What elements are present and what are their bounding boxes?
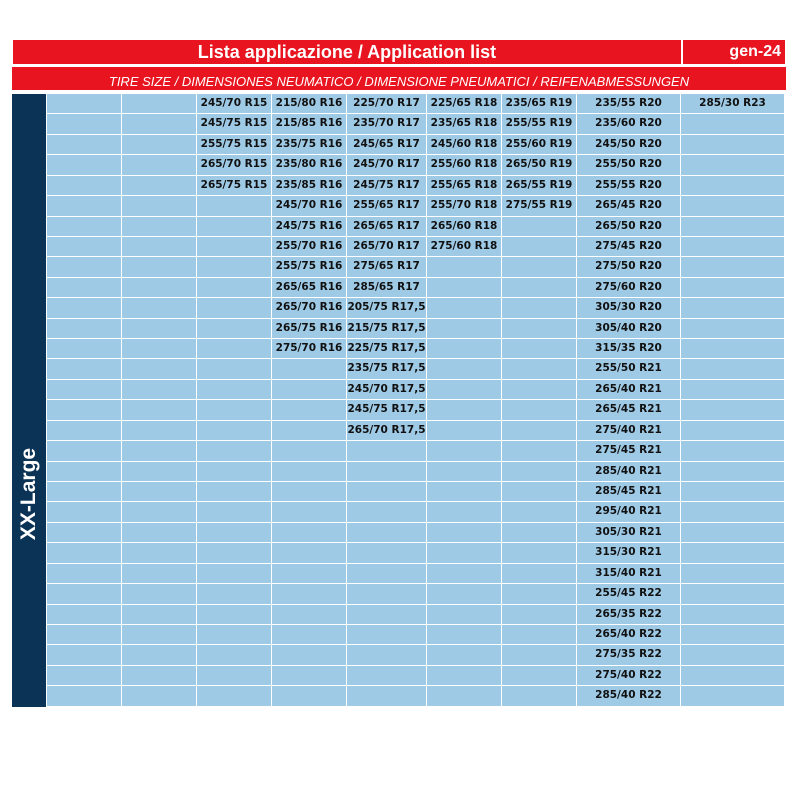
- table-cell: [272, 584, 347, 604]
- table-cell: [502, 237, 577, 257]
- table-cell: [197, 584, 272, 604]
- table-cell: [122, 543, 197, 563]
- table-cell: [347, 482, 427, 502]
- table-cell: [502, 523, 577, 543]
- table-cell: [347, 666, 427, 686]
- table-cell: [427, 339, 502, 359]
- table-cell: 285/40 R21: [577, 462, 681, 482]
- table-cell: 235/65 R18: [427, 114, 502, 134]
- table-cell: [681, 543, 785, 563]
- table-cell: [197, 421, 272, 441]
- table-cell: 275/45 R21: [577, 441, 681, 461]
- table-cell: 265/75 R16: [272, 319, 347, 339]
- table-cell: 285/30 R23: [681, 94, 785, 114]
- table-cell: 315/35 R20: [577, 339, 681, 359]
- table-cell: [272, 625, 347, 645]
- table-cell: [681, 135, 785, 155]
- table-cell: [502, 359, 577, 379]
- table-cell: 255/50 R21: [577, 359, 681, 379]
- table-cell: [122, 217, 197, 237]
- table-cell: [427, 625, 502, 645]
- table-cell: [681, 686, 785, 706]
- table-cell: [197, 196, 272, 216]
- table-cell: [197, 237, 272, 257]
- table-cell: 235/65 R19: [502, 94, 577, 114]
- table-cell: [681, 482, 785, 502]
- table-cell: 245/75 R15: [197, 114, 272, 134]
- table-cell: [681, 217, 785, 237]
- table-cell: [347, 462, 427, 482]
- table-cell: 275/60 R18: [427, 237, 502, 257]
- table-cell: [681, 359, 785, 379]
- table-cell: 235/70 R17: [347, 114, 427, 134]
- table-cell: [197, 523, 272, 543]
- table-cell: [681, 564, 785, 584]
- table-cell: [122, 584, 197, 604]
- table-cell: [347, 605, 427, 625]
- table-cell: [197, 257, 272, 277]
- table-cell: [347, 564, 427, 584]
- table-cell: [47, 400, 122, 420]
- table-cell: [427, 441, 502, 461]
- table-cell: 265/65 R17: [347, 217, 427, 237]
- table-cell: 255/60 R19: [502, 135, 577, 155]
- table-cell: [502, 400, 577, 420]
- table-cell: [681, 441, 785, 461]
- table-cell: 225/75 R17,5: [347, 339, 427, 359]
- table-cell: [197, 319, 272, 339]
- table-cell: [47, 196, 122, 216]
- table-cell: 265/75 R15: [197, 176, 272, 196]
- table-cell: [197, 625, 272, 645]
- table-cell: 315/30 R21: [577, 543, 681, 563]
- table-cell: [272, 645, 347, 665]
- table-cell: [681, 319, 785, 339]
- table-cell: 255/75 R16: [272, 257, 347, 277]
- table-cell: [47, 421, 122, 441]
- table-cell: [272, 666, 347, 686]
- table-cell: [427, 421, 502, 441]
- table-cell: [197, 543, 272, 563]
- table-cell: 275/60 R20: [577, 278, 681, 298]
- table-cell: [427, 686, 502, 706]
- table-cell: [197, 605, 272, 625]
- table-cell: [197, 502, 272, 522]
- table-cell: [47, 359, 122, 379]
- table-cell: [272, 462, 347, 482]
- table-cell: [681, 278, 785, 298]
- table-cell: [122, 359, 197, 379]
- table-cell: [47, 257, 122, 277]
- table-cell: [272, 359, 347, 379]
- table-cell: [502, 319, 577, 339]
- table-cell: [681, 605, 785, 625]
- table-cell: [122, 278, 197, 298]
- table-cell: [122, 94, 197, 114]
- table-cell: [272, 605, 347, 625]
- table-cell: 245/50 R20: [577, 135, 681, 155]
- table-cell: 285/65 R17: [347, 278, 427, 298]
- table-cell: [272, 400, 347, 420]
- table-cell: [122, 339, 197, 359]
- table-cell: 215/85 R16: [272, 114, 347, 134]
- table-cell: 245/75 R17: [347, 176, 427, 196]
- table-cell: 235/75 R17,5: [347, 359, 427, 379]
- table-cell: [122, 625, 197, 645]
- table-cell: [122, 645, 197, 665]
- page-title: Lista applicazione / Application list: [197, 42, 497, 62]
- table-cell: [197, 380, 272, 400]
- table-cell: [47, 135, 122, 155]
- table-cell: [347, 441, 427, 461]
- table-cell: [427, 523, 502, 543]
- table-cell: 265/65 R16: [272, 278, 347, 298]
- size-category-label: XX-Large: [17, 447, 40, 541]
- table-cell: [272, 564, 347, 584]
- table-cell: [502, 666, 577, 686]
- table-cell: [427, 359, 502, 379]
- table-cell: 255/50 R20: [577, 155, 681, 175]
- table-cell: [502, 421, 577, 441]
- table-cell: 265/35 R22: [577, 605, 681, 625]
- table-cell: [122, 462, 197, 482]
- table-cell: 255/70 R16: [272, 237, 347, 257]
- table-cell: 255/75 R15: [197, 135, 272, 155]
- table-cell: 245/75 R16: [272, 217, 347, 237]
- table-cell: [427, 543, 502, 563]
- table-cell: 265/70 R17: [347, 237, 427, 257]
- table-cell: [122, 400, 197, 420]
- table-cell: [427, 584, 502, 604]
- table-cell: [681, 237, 785, 257]
- table-cell: [47, 686, 122, 706]
- table-cell: 245/60 R18: [427, 135, 502, 155]
- table-cell: [122, 114, 197, 134]
- table-cell: 245/70 R15: [197, 94, 272, 114]
- table-cell: [427, 462, 502, 482]
- table-cell: [47, 278, 122, 298]
- table-cell: 265/70 R17,5: [347, 421, 427, 441]
- table-cell: 265/40 R22: [577, 625, 681, 645]
- table-cell: 265/70 R16: [272, 298, 347, 318]
- table-cell: [427, 278, 502, 298]
- table-cell: [122, 237, 197, 257]
- table-cell: [681, 462, 785, 482]
- table-cell: [122, 441, 197, 461]
- table-cell: [122, 564, 197, 584]
- table-cell: [681, 400, 785, 420]
- table-cell: [272, 523, 347, 543]
- table-cell: 255/70 R18: [427, 196, 502, 216]
- table-cell: [681, 114, 785, 134]
- table-cell: [47, 645, 122, 665]
- table-cell: 275/70 R16: [272, 339, 347, 359]
- table-cell: 235/60 R20: [577, 114, 681, 134]
- table-cell: 225/65 R18: [427, 94, 502, 114]
- table-cell: [272, 380, 347, 400]
- table-cell: [122, 380, 197, 400]
- table-cell: [47, 625, 122, 645]
- table-cell: [427, 319, 502, 339]
- table-cell: [47, 237, 122, 257]
- table-cell: 255/65 R17: [347, 196, 427, 216]
- table-cell: 305/30 R21: [577, 523, 681, 543]
- table-cell: [502, 645, 577, 665]
- table-cell: 255/45 R22: [577, 584, 681, 604]
- table-cell: [272, 502, 347, 522]
- table-cell: 265/50 R20: [577, 217, 681, 237]
- table-cell: 245/70 R17,5: [347, 380, 427, 400]
- table-cell: [122, 605, 197, 625]
- table-cell: [197, 359, 272, 379]
- table-cell: [122, 298, 197, 318]
- table-cell: [681, 502, 785, 522]
- table-cell: [122, 686, 197, 706]
- table-cell: [47, 94, 122, 114]
- table-cell: [197, 482, 272, 502]
- table-cell: 245/70 R16: [272, 196, 347, 216]
- table-cell: [47, 666, 122, 686]
- table-cell: [502, 380, 577, 400]
- size-category-band: [12, 94, 46, 707]
- table-cell: [427, 502, 502, 522]
- table-cell: [502, 217, 577, 237]
- table-cell: [347, 543, 427, 563]
- table-cell: [197, 298, 272, 318]
- table-cell: [122, 502, 197, 522]
- table-cell: 245/75 R17,5: [347, 400, 427, 420]
- table-cell: [681, 196, 785, 216]
- table-cell: 265/50 R19: [502, 155, 577, 175]
- table-cell: [47, 543, 122, 563]
- document-code: gen-24: [729, 43, 781, 60]
- table-cell: [502, 278, 577, 298]
- table-cell: [272, 482, 347, 502]
- table-cell: [502, 339, 577, 359]
- table-cell: 235/80 R16: [272, 155, 347, 175]
- table-cell: [502, 441, 577, 461]
- table-cell: 215/75 R17,5: [347, 319, 427, 339]
- table-cell: [502, 605, 577, 625]
- table-cell: 275/45 R20: [577, 237, 681, 257]
- table-cell: [427, 645, 502, 665]
- table-cell: [47, 502, 122, 522]
- table-cell: [47, 217, 122, 237]
- table-cell: 275/65 R17: [347, 257, 427, 277]
- table-cell: [197, 564, 272, 584]
- table-cell: 265/45 R20: [577, 196, 681, 216]
- table-cell: [47, 380, 122, 400]
- table-cell: [681, 176, 785, 196]
- table-cell: [47, 462, 122, 482]
- table-cell: [197, 441, 272, 461]
- table-cell: [347, 584, 427, 604]
- table-cell: 305/30 R20: [577, 298, 681, 318]
- table-cell: [681, 421, 785, 441]
- table-cell: [502, 482, 577, 502]
- table-cell: [347, 523, 427, 543]
- table-cell: [197, 686, 272, 706]
- table-cell: [427, 605, 502, 625]
- table-cell: [47, 176, 122, 196]
- table-cell: [681, 155, 785, 175]
- table-cell: [272, 441, 347, 461]
- table-cell: [502, 625, 577, 645]
- table-cell: [122, 135, 197, 155]
- table-cell: [502, 686, 577, 706]
- table-cell: 285/40 R22: [577, 686, 681, 706]
- table-cell: 245/65 R17: [347, 135, 427, 155]
- table-cell: [502, 462, 577, 482]
- table-cell: [681, 257, 785, 277]
- table-cell: [347, 502, 427, 522]
- table-cell: [502, 584, 577, 604]
- table-cell: [681, 584, 785, 604]
- table-cell: [427, 257, 502, 277]
- table-cell: [47, 605, 122, 625]
- table-cell: [122, 176, 197, 196]
- table-cell: [47, 319, 122, 339]
- table-cell: [427, 666, 502, 686]
- table-cell: [197, 217, 272, 237]
- table-cell: 255/60 R18: [427, 155, 502, 175]
- table-cell: [47, 155, 122, 175]
- table-cell: 255/65 R18: [427, 176, 502, 196]
- table-cell: [272, 686, 347, 706]
- table-cell: 225/70 R17: [347, 94, 427, 114]
- table-cell: [47, 564, 122, 584]
- table-cell: [122, 319, 197, 339]
- title-bar: [12, 39, 786, 65]
- table-cell: [427, 380, 502, 400]
- table-cell: 265/40 R21: [577, 380, 681, 400]
- table-cell: 255/55 R20: [577, 176, 681, 196]
- table-cell: 275/40 R22: [577, 666, 681, 686]
- table-cell: [502, 298, 577, 318]
- table-cell: 275/35 R22: [577, 645, 681, 665]
- table-cell: [47, 114, 122, 134]
- table-cell: [47, 523, 122, 543]
- table-cell: 265/70 R15: [197, 155, 272, 175]
- table-cell: [681, 380, 785, 400]
- table-cell: [122, 523, 197, 543]
- table-cell: [681, 625, 785, 645]
- table-cell: [427, 400, 502, 420]
- application-table: [47, 94, 786, 707]
- table-cell: [47, 482, 122, 502]
- table-cell: 275/50 R20: [577, 257, 681, 277]
- table-cell: 275/55 R19: [502, 196, 577, 216]
- table-cell: [122, 482, 197, 502]
- table-cell: 215/80 R16: [272, 94, 347, 114]
- table-cell: [427, 564, 502, 584]
- table-cell: 235/85 R16: [272, 176, 347, 196]
- table-cell: [122, 155, 197, 175]
- table-cell: [347, 686, 427, 706]
- tire-size-subtitle: TIRE SIZE / DIMENSIONES NEUMATICO / DIMENSIONE PNEUMATICI / REIFENABMESSUNGEN: [12, 66, 786, 91]
- table-cell: [47, 339, 122, 359]
- table-cell: [502, 257, 577, 277]
- table-cell: [197, 339, 272, 359]
- table-cell: 245/70 R17: [347, 155, 427, 175]
- table-cell: 305/40 R20: [577, 319, 681, 339]
- table-cell: [272, 543, 347, 563]
- table-cell: [502, 564, 577, 584]
- table-cell: 315/40 R21: [577, 564, 681, 584]
- table-cell: [347, 625, 427, 645]
- table-cell: 205/75 R17,5: [347, 298, 427, 318]
- table-cell: 265/45 R21: [577, 400, 681, 420]
- table-cell: [47, 584, 122, 604]
- table-cell: 235/55 R20: [577, 94, 681, 114]
- table-cell: [681, 339, 785, 359]
- table-cell: 275/40 R21: [577, 421, 681, 441]
- table-cell: [47, 298, 122, 318]
- table-cell: 295/40 R21: [577, 502, 681, 522]
- table-cell: [197, 462, 272, 482]
- table-cell: [122, 666, 197, 686]
- table-cell: [502, 502, 577, 522]
- table-cell: [681, 523, 785, 543]
- table-cell: [47, 441, 122, 461]
- table-cell: [272, 421, 347, 441]
- table-cell: [197, 666, 272, 686]
- table-cell: [122, 421, 197, 441]
- table-cell: [122, 257, 197, 277]
- table-cell: [197, 278, 272, 298]
- table-cell: [347, 645, 427, 665]
- table-cell: [197, 400, 272, 420]
- table-cell: [681, 645, 785, 665]
- table-cell: 255/55 R19: [502, 114, 577, 134]
- table-cell: 265/60 R18: [427, 217, 502, 237]
- table-cell: [681, 666, 785, 686]
- table-cell: [502, 543, 577, 563]
- table-cell: 265/55 R19: [502, 176, 577, 196]
- table-cell: [427, 482, 502, 502]
- table-cell: [122, 196, 197, 216]
- table-cell: 235/75 R16: [272, 135, 347, 155]
- table-cell: 285/45 R21: [577, 482, 681, 502]
- table-cell: [197, 645, 272, 665]
- table-cell: [681, 298, 785, 318]
- table-cell: [427, 298, 502, 318]
